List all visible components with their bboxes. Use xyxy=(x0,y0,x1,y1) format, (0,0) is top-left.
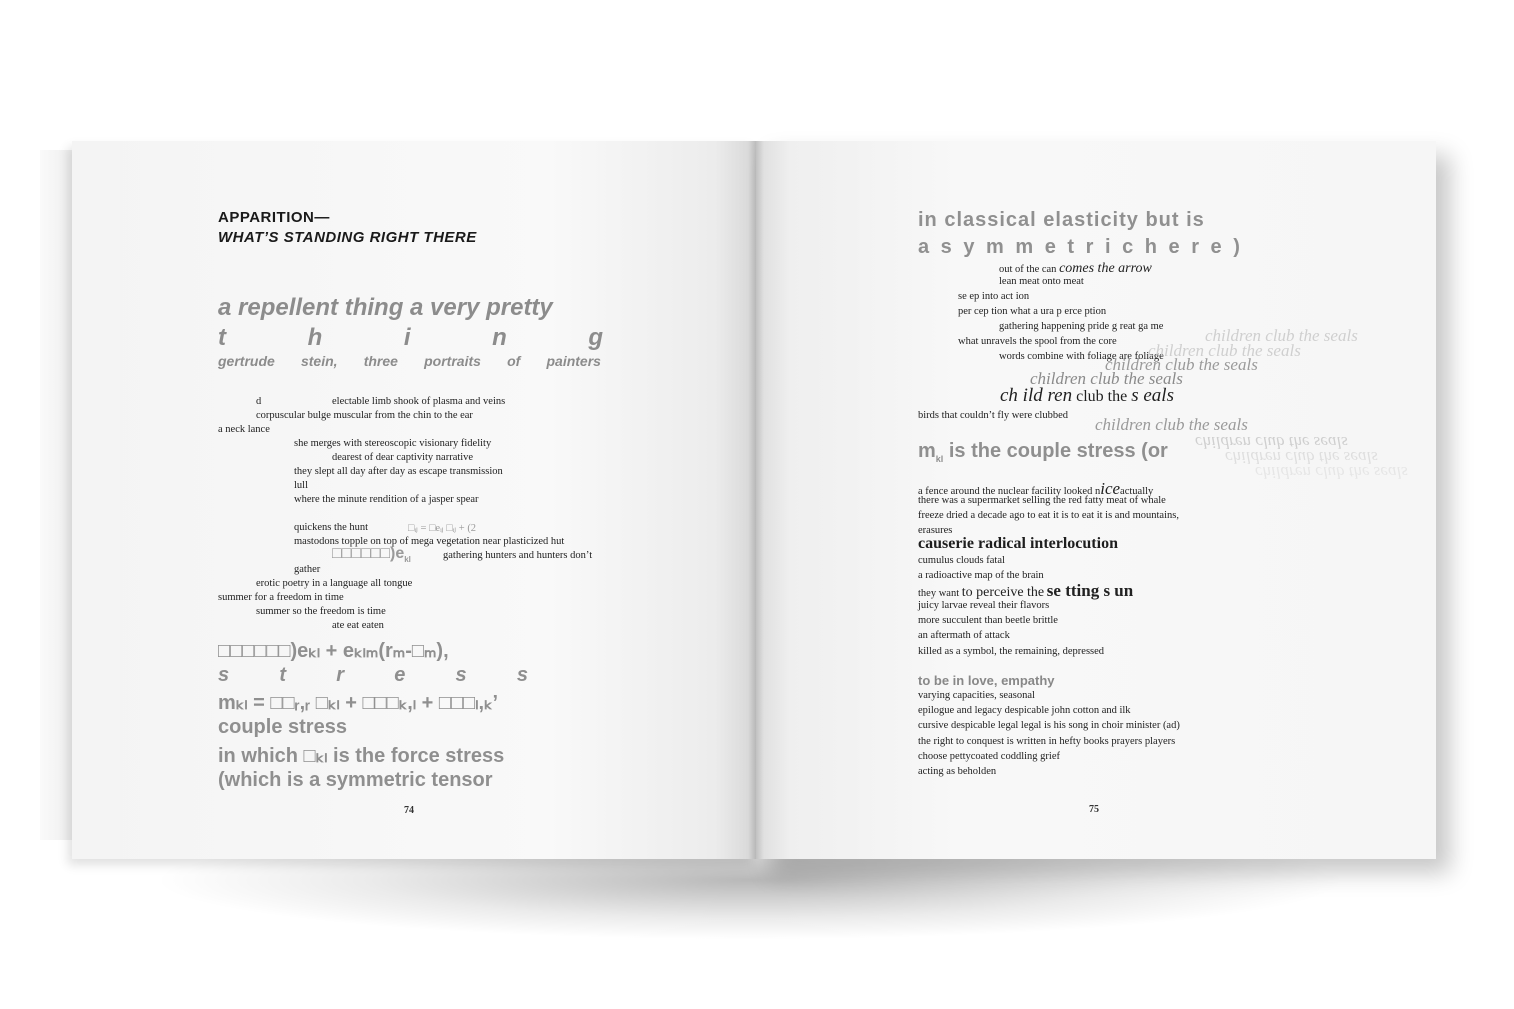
poem-line: freeze dried a decade ago to eat it is to eat it is and mountains, xyxy=(918,510,1179,521)
poem-line: more succulent than beetle brittle xyxy=(918,615,1058,626)
poem-formula-fragment: □ᵢⱼ = □eᵢⱼ □ᵢⱼ + (2 xyxy=(408,523,477,534)
spaced-letter: s xyxy=(455,664,467,686)
couple-stress-line xyxy=(918,440,1168,464)
poem-emphasis: ice xyxy=(1100,479,1121,498)
formula-subscript: kl xyxy=(404,555,411,565)
poem-line xyxy=(918,581,1133,601)
poem-line: d xyxy=(256,396,262,407)
seals-echo: children club the seals xyxy=(1030,369,1183,388)
poem-line: varying capacities, seasonal xyxy=(918,690,1035,701)
poem-line: electable limb shook of plasma and veins xyxy=(332,396,506,407)
poem-line: se ep into act ion xyxy=(958,291,1030,302)
poem-line: what unravels the spool from the core xyxy=(958,336,1117,347)
right-heading-line2: a s y m m e t r i c h e r e ) xyxy=(918,236,1243,258)
poem-line: choose pettycoated coddling grief xyxy=(918,751,1060,762)
poem-line: gather xyxy=(294,564,321,575)
poem-line: a neck lance xyxy=(218,424,270,435)
poem-text: they want xyxy=(918,588,960,599)
poem-line: juicy larvae reveal their flavors xyxy=(918,600,1050,611)
subheading: causerie radical interlocution xyxy=(918,535,1118,552)
poem-line: cursive despicable legal legal is his song in choir minister (ad) xyxy=(918,720,1180,731)
poem-emphasis: se tting s un xyxy=(1046,581,1134,600)
spaced-letter: t xyxy=(218,324,226,351)
poem-line: per cep tion what a ura p erce ption xyxy=(958,306,1107,317)
seals-part: s eals xyxy=(1131,385,1174,406)
poem-line: corpuscular bulge muscular from the chin to the ear xyxy=(256,410,473,421)
poem-line: dearest of dear captivity narrative xyxy=(332,452,474,463)
poem-text: actually xyxy=(1120,486,1154,497)
poem-line: cumulus clouds fatal xyxy=(918,555,1005,566)
seals-echo: children club the seals xyxy=(1205,326,1358,345)
poem-line: lull xyxy=(294,480,309,491)
spaced-letter: n xyxy=(492,324,507,351)
poem-subtitle: WHAT’S STANDING RIGHT THERE xyxy=(218,229,477,246)
poem-line: gathering hunters and hunters don’t xyxy=(443,550,593,561)
stein-quote-line2 xyxy=(218,324,603,352)
poem-line: ate eat eaten xyxy=(332,620,384,631)
poem-line: erotic poetry in a language all tongue xyxy=(256,578,413,589)
seals-echo: children club the seals xyxy=(1105,355,1258,374)
seals-echo: children club the seals xyxy=(1095,415,1248,434)
book-gutter xyxy=(748,141,764,859)
couple-text: is the couple stress (or xyxy=(943,440,1168,462)
poem-line: gathering happening pride g reat ga me xyxy=(999,321,1164,332)
poem-text: out of the can xyxy=(999,264,1057,275)
spaced-letter: h xyxy=(307,324,323,351)
spaced-letter: e xyxy=(394,664,406,686)
attribution-word: portraits xyxy=(424,353,481,369)
poem-line: quickens the hunt xyxy=(294,522,369,533)
poem-line: a radioactive map of the brain xyxy=(918,570,1044,581)
poem-line: acting as beholden xyxy=(918,766,997,777)
couple-symbol: m xyxy=(918,440,936,462)
poem-line: birds that couldn’t fly were clubbed xyxy=(918,410,1068,421)
poem-line: epilogue and legacy despicable john cotton and ilk xyxy=(918,705,1131,716)
poem-title: APPARITION— xyxy=(218,209,330,226)
formula-line: in which □ₖₗ is the force stress xyxy=(218,745,505,767)
poem-line: mastodons topple on top of mega vegetation near plasticized hut xyxy=(294,536,565,547)
stein-quote-line1: a repellent thing a very pretty xyxy=(218,294,553,321)
attribution-word: of xyxy=(507,353,521,369)
formula-line: □□□□□□)eₖₗ + eₖₗₘ(rₘ-□ₘ), xyxy=(218,640,449,662)
poem-line: the right to conquest is written in hefty books prayers players xyxy=(918,736,1176,747)
spaced-letter: r xyxy=(336,664,344,686)
poem-line: words combine with foliage are foliage xyxy=(999,351,1164,362)
poem-emphasis: comes the arrow xyxy=(1059,261,1152,276)
poem-line: they slept all day after day as escape transmission xyxy=(294,466,503,477)
seals-part: club the xyxy=(1072,388,1132,405)
spaced-letter: t xyxy=(279,664,286,686)
poem-line: she merges with stereoscopic visionary fidelity xyxy=(294,438,492,449)
attribution-word: three xyxy=(363,353,398,369)
stein-attribution xyxy=(218,353,601,369)
poem-line: lean meat onto meat xyxy=(999,276,1084,287)
stress-spaced xyxy=(218,664,528,687)
formula-line: couple stress xyxy=(218,716,347,738)
love-heading: to be in love, empathy xyxy=(918,673,1055,688)
seals-mirror: children club the seals xyxy=(1195,433,1348,452)
couple-subscript: kl xyxy=(935,454,944,464)
page-number-right: 75 xyxy=(1089,804,1099,815)
poem-line: summer for a freedom in time xyxy=(218,592,344,603)
attribution-word: stein, xyxy=(300,353,338,369)
book-cover-edge xyxy=(40,150,74,840)
spaced-letter: i xyxy=(403,324,411,351)
formula-line: mₖₗ = □□ᵣ,ᵣ □ₖₗ + □□□ₖ,ₗ + □□□ₗ,ₖ’ xyxy=(218,692,499,714)
spaced-letter: s xyxy=(516,664,528,686)
poem-line xyxy=(999,261,1152,277)
attribution-word: painters xyxy=(546,353,601,369)
poem-text: a fence around the nuclear facility looked n xyxy=(918,486,1101,497)
poem-text: to perceive the xyxy=(961,585,1045,600)
poem-line: there was a supermarket selling the red fatty meat of whale xyxy=(918,495,1166,506)
poem-line: an aftermath of attack xyxy=(918,630,1010,641)
seals-mirror: children club the seals xyxy=(1255,463,1408,482)
page-number-left: 74 xyxy=(404,805,414,816)
poem-line: summer so the freedom is time xyxy=(256,606,386,617)
poem-line: erasures xyxy=(918,525,953,536)
seals-part: ch ild ren xyxy=(1000,385,1073,406)
attribution-word: gertrude xyxy=(218,353,275,369)
seals-echo: children club the seals xyxy=(1148,341,1301,360)
spaced-letter: g xyxy=(588,324,603,351)
seals-split xyxy=(1000,385,1174,407)
formula-line: (which is a symmetric tensor xyxy=(218,769,493,791)
poem-line: killed as a symbol, the remaining, depressed xyxy=(918,646,1105,657)
poem-formula-fragment xyxy=(332,545,411,564)
formula-text: □□□□□□)e xyxy=(332,545,405,562)
right-heading-line1: in classical elasticity but is xyxy=(918,209,1205,231)
poem-line: where the minute rendition of a jasper spear xyxy=(294,494,479,505)
spaced-letter: s xyxy=(218,664,230,686)
seals-mirror: children club the seals xyxy=(1225,448,1378,467)
